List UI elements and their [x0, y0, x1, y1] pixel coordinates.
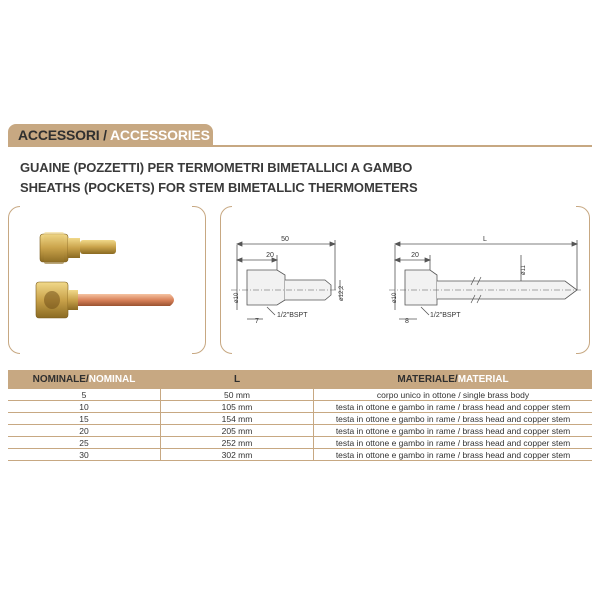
thread-2: 1/2"BSPT: [430, 312, 461, 319]
col-l: L: [161, 370, 314, 389]
col-nominal: NOMINALE/NOMINAL: [8, 370, 161, 389]
col-material: MATERIALE/MATERIAL: [314, 370, 593, 389]
title-italian: GUAINE (POZZETTI) PER TERMOMETRI BIMETALLICI A GAMBO: [20, 160, 413, 175]
table-row: 30 302 mm testa in ottone e gambo in rame / brass head and copper stem: [8, 449, 592, 461]
dim-right-2: ø11: [521, 265, 527, 275]
table-row: 5 50 mm corpo unico in ottone / single brass body: [8, 389, 592, 401]
brass-sheath-short: [40, 232, 116, 264]
table-header-row: [8, 370, 592, 389]
dim-bottom-2: 8: [405, 318, 409, 325]
section-header: [8, 124, 213, 146]
sheath-photos: [20, 220, 200, 340]
drawing-long: [389, 236, 581, 325]
dim-bottom-1: 7: [255, 318, 259, 325]
drawing-short: [231, 236, 345, 325]
dim-right-1: ø12,2: [339, 285, 345, 301]
dim-left-1: ø10: [234, 292, 240, 303]
table-row: 10 105 mm testa in ottone e gambo in rame / brass head and copper stem: [8, 401, 592, 413]
title-english: SHEATHS (POCKETS) FOR STEM BIMETALLIC THERMOMETERS: [20, 180, 418, 195]
dim-left-2: ø10: [392, 292, 398, 303]
technical-drawings: [225, 225, 585, 335]
table-row: 20 205 mm testa in ottone e gambo in rame / brass head and copper stem: [8, 425, 592, 437]
spec-table: [8, 370, 592, 461]
dim-head-1: 20: [266, 252, 274, 259]
section-title: ACCESSORI / ACCESSORIES: [18, 127, 210, 143]
dim-total-2: L: [483, 236, 487, 243]
dim-head-2: 20: [411, 252, 419, 259]
thread-1: 1/2"BSPT: [277, 312, 308, 319]
table-row: 15 154 mm testa in ottone e gambo in rame / brass head and copper stem: [8, 413, 592, 425]
table-row: 25 252 mm testa in ottone e gambo in rame / brass head and copper stem: [8, 437, 592, 449]
copper-sheath-long: [36, 282, 174, 318]
dim-total-1: 50: [281, 236, 289, 243]
